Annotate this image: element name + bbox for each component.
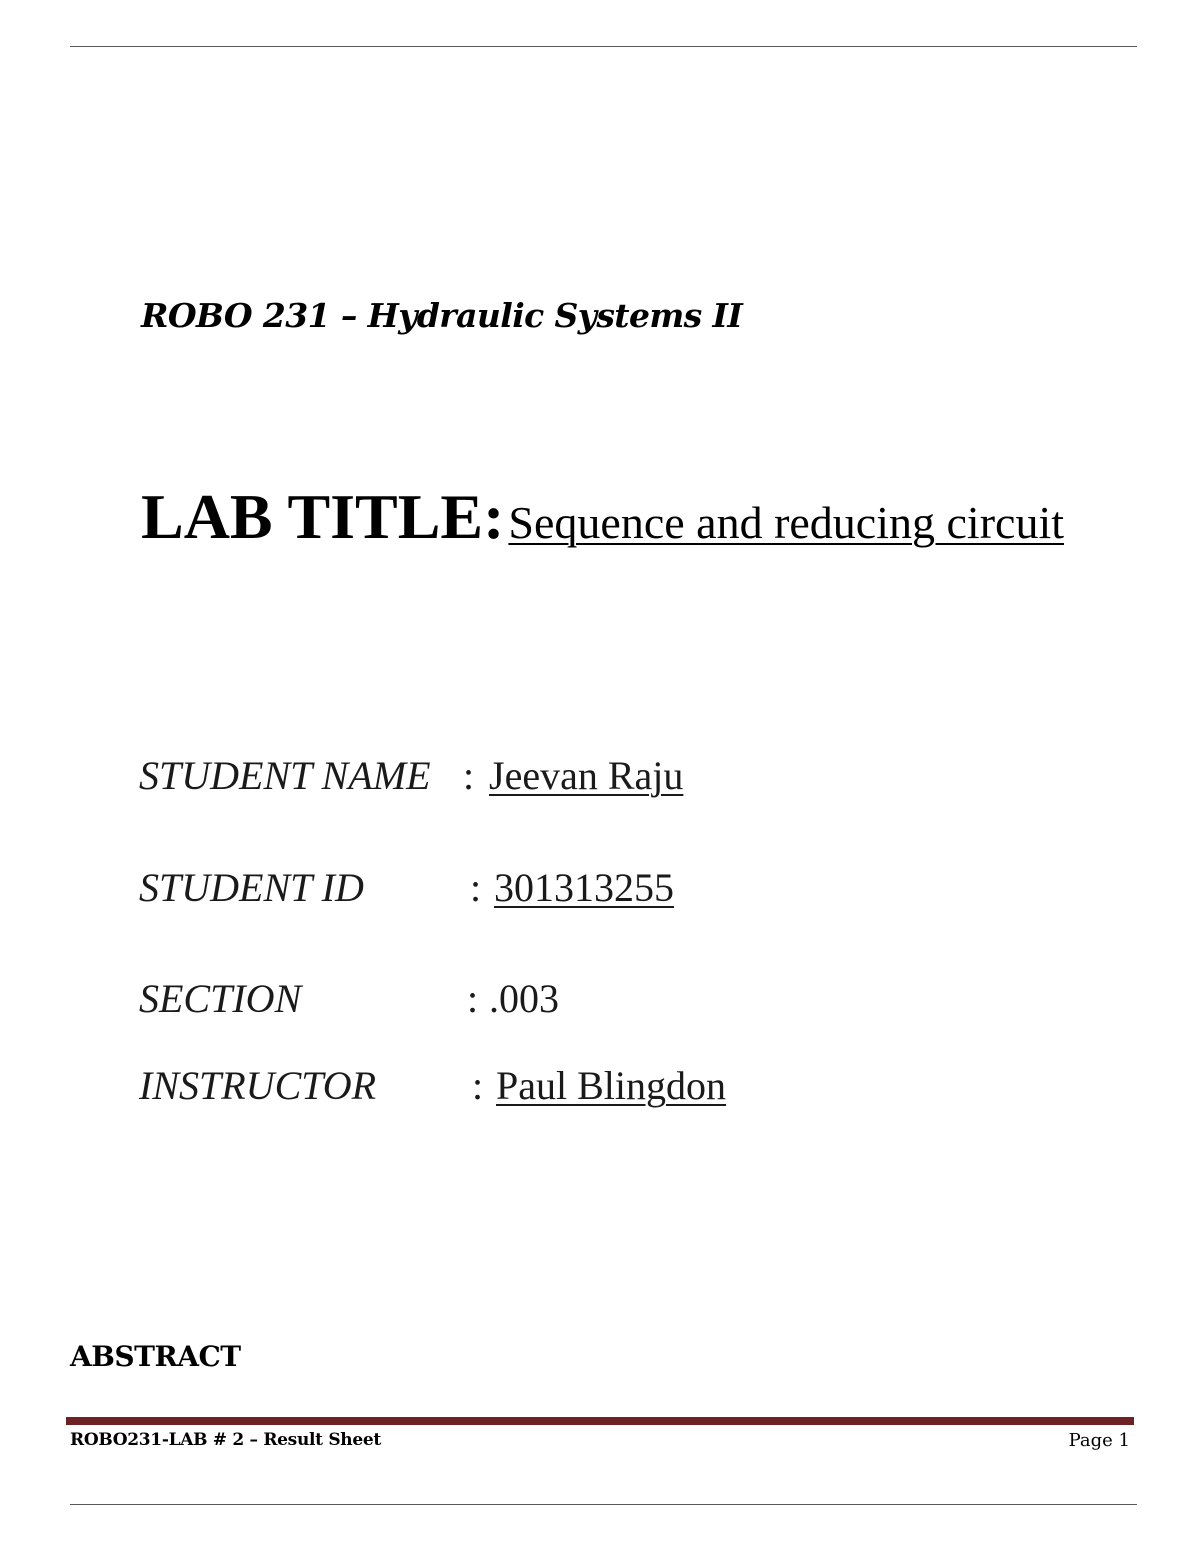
abstract-heading: ABSTRACT xyxy=(70,1340,241,1373)
footer-bar xyxy=(66,1417,1134,1425)
course-title: ROBO 231 – Hydraulic Systems II xyxy=(141,296,743,335)
footer-left-text: ROBO231-LAB # 2 – Result Sheet xyxy=(70,1430,381,1450)
instructor-label: INSTRUCTOR xyxy=(139,1063,377,1108)
bottom-divider xyxy=(70,1504,1137,1505)
student-id-row xyxy=(139,864,674,911)
instructor-row xyxy=(139,1062,727,1109)
section-row xyxy=(139,975,559,1022)
instructor-value: Paul Blingdon xyxy=(496,1063,727,1108)
student-id-value: 301313255 xyxy=(494,865,674,910)
section-label: SECTION xyxy=(139,976,302,1021)
lab-title-value: Sequence and reducing circuit xyxy=(508,497,1064,548)
student-id-label: STUDENT ID xyxy=(139,865,364,910)
student-name-label: STUDENT NAME xyxy=(139,753,431,798)
lab-title-block xyxy=(141,482,1101,569)
instructor-colon: : xyxy=(472,1063,484,1108)
student-id-colon: : xyxy=(470,865,482,910)
student-name-row xyxy=(139,752,684,799)
student-name-colon: : xyxy=(463,753,475,798)
top-divider xyxy=(70,46,1137,47)
student-name-value: Jeevan Raju xyxy=(489,753,684,798)
section-colon: : xyxy=(467,976,479,1021)
section-value: .003 xyxy=(489,976,559,1021)
page-number: Page 1 xyxy=(1068,1430,1130,1451)
lab-title-label: LAB TITLE: xyxy=(141,481,505,552)
